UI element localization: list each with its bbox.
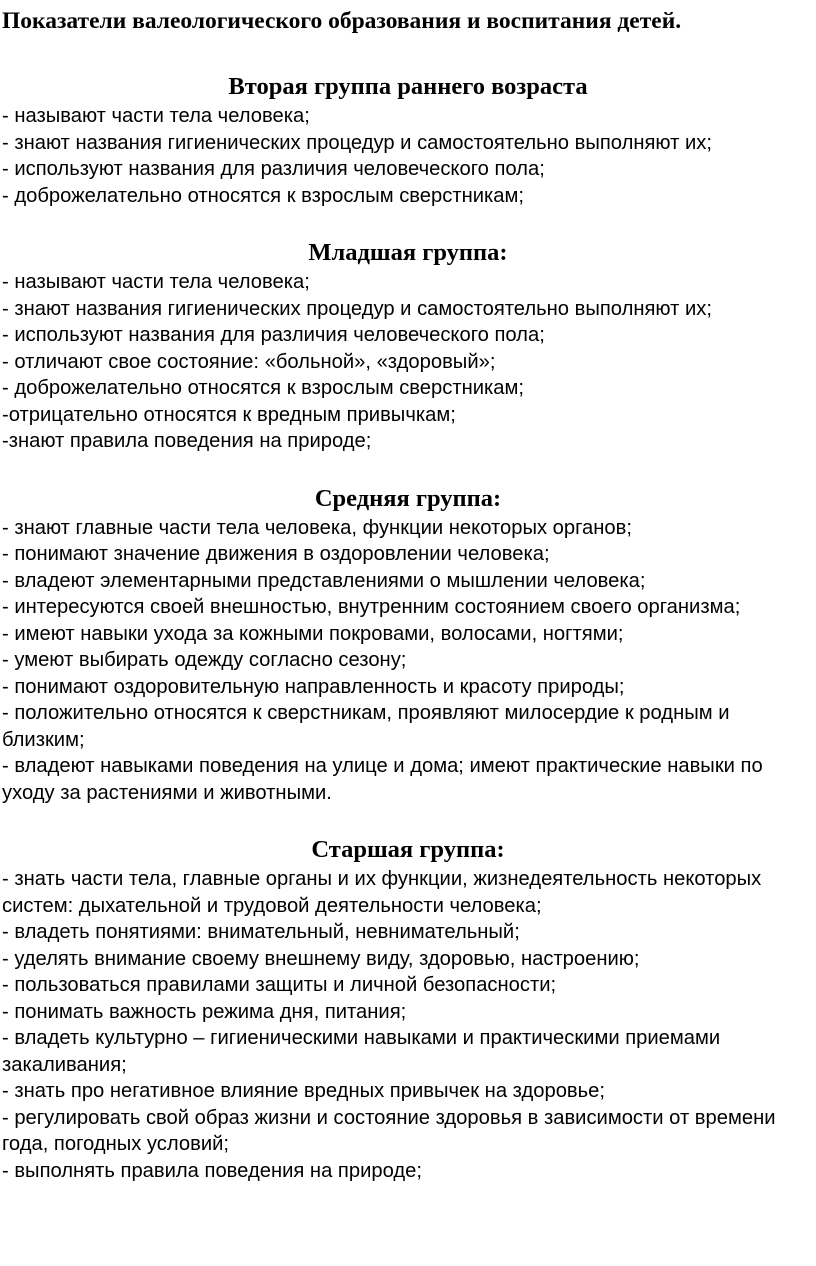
list-item: - понимать важность режима дня, питания; <box>2 1000 407 1023</box>
indicator-list <box>2 866 814 1184</box>
section-middle-group <box>2 484 814 807</box>
list-item: - уделять внимание своему внешнему виду, здоровью, настроению; <box>2 947 640 970</box>
document-page <box>2 0 814 1184</box>
list-item: - положительно относятся к сверстникам, проявляют милосердие к родным и близким; <box>2 702 730 751</box>
list-item: - имеют навыки ухода за кожными покровами, волосами, ногтями; <box>2 622 624 645</box>
list-item: - владеть понятиями: внимательный, невнимательный; <box>2 921 520 943</box>
section-heading: Вторая группа раннего возраста <box>228 73 588 100</box>
list-item: - знают названия гигиенических процедур и самостоятельно выполняют их; <box>2 131 712 154</box>
list-item: - используют названия для различия человеческого пола; <box>2 158 545 180</box>
list-item: - понимают оздоровительную направленность и красоту природы; <box>2 675 625 698</box>
list-item: - понимают значение движения в оздоровлении человека; <box>2 543 550 565</box>
section-early-age-group <box>2 72 814 209</box>
list-item: - владеют навыками поведения на улице и дома; имеют практические навыки по уходу за растениями и животными. <box>2 755 763 804</box>
section-senior-group <box>2 835 814 1184</box>
section-heading: Старшая группа: <box>311 836 505 863</box>
section-heading: Младшая группа: <box>308 239 508 266</box>
list-item: - называют части тела человека; <box>2 271 310 293</box>
list-item: - умеют выбирать одежду согласно сезону; <box>2 649 407 671</box>
list-item: - знать части тела, главные органы и их функции, жизнедеятельность некоторых систем: дыхательной и трудовой деятельности человека; <box>2 868 762 917</box>
list-item: - доброжелательно относятся к взрослым сверстникам; <box>2 377 525 399</box>
list-item: - регулировать свой образ жизни и состояние здоровья в зависимости от времени года, погодных условий; <box>2 1106 776 1155</box>
indicator-list <box>2 103 814 209</box>
indicator-list <box>2 269 814 455</box>
list-item: - владеть культурно – гигиеническими навыками и практическими приемами закаливания; <box>2 1027 721 1076</box>
section-heading: Средняя группа: <box>314 484 502 512</box>
list-item: - пользоваться правилами защиты и личной безопасности; <box>2 974 557 996</box>
list-item: - владеют элементарными представлениями о мышлении человека; <box>2 569 646 592</box>
list-item: - отличают свое состояние: «больной», «здоровый»; <box>2 350 496 373</box>
list-item: -знают правила поведения на природе; <box>2 430 372 452</box>
section-junior-group <box>2 238 814 455</box>
list-item: - называют части тела человека; <box>2 105 310 127</box>
list-item: - доброжелательно относятся к взрослым сверстникам; <box>2 184 525 207</box>
list-item: - знают главные части тела человека, функции некоторых органов; <box>2 516 632 539</box>
document-title: Показатели валеологического образования и воспитания детей. <box>2 8 682 34</box>
list-item: - знают названия гигиенических процедур и самостоятельно выполняют их; <box>2 297 712 320</box>
list-item: - интересуются своей внешностью, внутренним состоянием своего организма; <box>2 596 741 618</box>
indicator-list <box>2 515 814 807</box>
list-item: - знать про негативное влияние вредных привычек на здоровье; <box>2 1080 606 1102</box>
list-item: -отрицательно относятся к вредным привычкам; <box>2 403 456 426</box>
list-item: - выполнять правила поведения на природе; <box>2 1159 422 1182</box>
list-item: - используют названия для различия человеческого пола; <box>2 324 545 346</box>
